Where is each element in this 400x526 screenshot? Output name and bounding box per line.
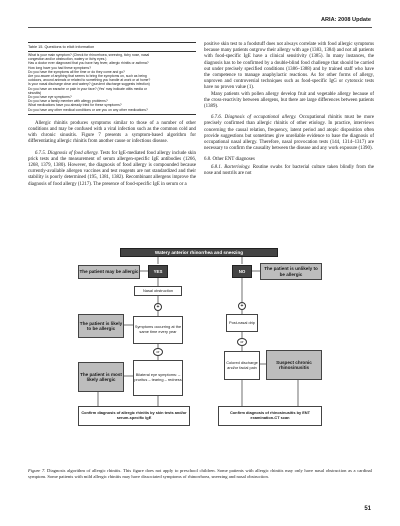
figure-caption	[28, 468, 372, 480]
right-column	[204, 42, 374, 177]
nasal-obstruction-box: Nasal obstruction	[134, 286, 182, 296]
table-row: Do you have eye symptoms?	[28, 95, 72, 100]
yes-box: YES	[148, 265, 168, 278]
paragraph-occupational	[204, 115, 374, 152]
or-circle: or	[153, 348, 163, 356]
table-row: How long have you had these symptoms?	[28, 65, 91, 70]
paragraph: Many patients with pollen allergy develop fruit and vegetable allergy because of the cross-reactivity between allergens, but there are large differences between patients (1389).	[204, 91, 374, 110]
bilateral-eye-symptoms-box: Bilateral eye symptoms: – pruritus – tearing – redness	[133, 360, 183, 396]
table-row: What medications have you already tried for these symptoms?	[28, 103, 122, 108]
likely-allergic-box: The patient is likely to be allergic	[78, 314, 124, 338]
table-row: outdoors, around animals or related to something you handle at work or at home?	[28, 78, 151, 83]
or-circle: or	[237, 338, 247, 346]
section-heading: 6.8. Other ENT diagnoses	[204, 157, 255, 163]
watery-rhinorrhea-box: Watery anterior rhinorrhea and sneezing	[120, 248, 278, 257]
paragraph-bacteriology	[204, 165, 374, 177]
questions-table	[28, 42, 196, 115]
left-column	[28, 42, 196, 188]
page-number: 51	[364, 506, 371, 512]
running-header: ARIA: 2008 Update	[320, 17, 371, 23]
section-heading: 6.7.5. Diagnosis of food allergy.	[35, 150, 99, 156]
table-row: Has a doctor ever diagnosed that you have hay fever, allergic rhinitis or asthma?	[28, 61, 149, 66]
table-row: Do you have a family member with allergy problems?	[28, 99, 108, 104]
table-row: congestion and/or obstruction, watery or itchy eyes.)	[28, 57, 107, 62]
header-rule	[28, 27, 372, 28]
paragraph-text: Routine swabs for bacterial culture taken blindly from the nose and nostrils are not	[204, 164, 374, 176]
paragraph: positive skin test to a foodstuff does not always correlate with food allergic symptoms because many patients outgrow their allergy with age (1383, 1384) and not all patients with food-specific IgE have a clinical sensitivity (1385). In many instances, the diagnosis has to be confirmed by a double-blind food challenge that should be carried out under precisely specified conditions (1386–1388) and by trained staff who have the competence to manage anaphylactic reactions. As for other forms of allergy, unproven and controversial techniques such as food-specific IgG or cytotoxic tests have no proven value (1).	[204, 42, 374, 91]
confirm-allergic-box: Confirm diagnosis of allergic rhinitis by skin tests and/or serum-specific IgE	[78, 406, 190, 426]
most-likely-allergic-box: The patient is most likely allergic	[78, 362, 124, 392]
table-row: What is your main symptom? (Check for rhinorrhoea, sneezing, itchy nose, nasal	[28, 53, 150, 57]
colored-discharge-box: Colored discharge and/or facial pain	[224, 351, 260, 380]
section-heading: 6.8.1. Bacteriology.	[211, 164, 251, 170]
paragraph-text: Occupational rhinitis must be more precisely confirmed than allergic rhinitis of other etiology. In practice, interviews concerning the causal relation, frequency, latent period and atopic disposition often provide suggestions but sometimes give unreliable evidence to base the diagnosis of occupational nasal allergy. Therefore, nasal provocation tests (144, 1314–1317) are necessary to confirm the causality between the disease and any work exposure (1390).	[204, 115, 374, 152]
table-row: Do you have the symptoms all the time or do they come and go?	[28, 69, 125, 74]
plus-circle: +	[154, 303, 162, 311]
no-box: NO	[232, 265, 252, 278]
table-row: sinusitis)	[28, 90, 42, 95]
suspect-rhinosinusitis-box: Suspect chronic rhinosinusitis	[266, 350, 322, 380]
paragraph-text: Tests for IgE-mediated food allergy include skin prick tests and the measurement of serum allergen-specific IgE antibodies (1266, 1268, 1379, 1380). However, the diagnosis of food allergy is compounded because currently-available allergen vaccines and test reagents are not standardized and their stability is poorly determined (195, 1381, 1382). Recombinant allergens improve the diagnosis of food allergy (1217). The presence of food-specific IgE in serum or a	[28, 150, 197, 187]
plus-circle: +	[238, 302, 246, 310]
table-row: Do you have any other medical conditions or are you on any other medications?	[28, 107, 148, 112]
table-caption: Table 15. Questions to elicit information	[28, 44, 196, 52]
confirm-rhinosinusitis-box: Confirm diagnosis of rhinosinusitis by ENT examination-CT scan	[218, 406, 322, 426]
unlikely-allergic-box: The patient is unlikely to be allergic	[260, 263, 322, 280]
post-nasal-drip-box: Post-nasal drip	[226, 314, 258, 332]
diagnosis-flowchart	[28, 248, 372, 462]
paragraph: Allergic rhinitis produces symptoms similar to those of a number of other conditions and may be confused with a viral infection such as the common cold and with chronic sinusitis. Figure 7 presents a symptom-based algorithm for differentiating allergic rhinitis from another cause or infectious disease.	[28, 120, 196, 145]
table-row: Are you aware of anything that seems to bring the symptoms on, such as being	[28, 74, 147, 79]
section-heading: 6.7.6. Diagnosis of occupational allergy.	[211, 115, 297, 121]
paragraph-food-allergy	[28, 151, 196, 188]
symptoms-yearly-box: Symptoms occurring at the same time every year	[133, 316, 183, 344]
table-row: Is your nasal discharge clear and watery? (purulent discharge suggests infection)	[28, 82, 150, 87]
table-row: Do you have an earache or pain in your face? (Yes' may indicate otitis media or	[28, 86, 147, 91]
figure-label: Figure 7.	[28, 468, 46, 473]
figure-caption-text: Diagnosis algorithm of allergic rhinitis. This figure does not apply to preschool children. Some patients with allergic rhinitis may only have nasal obstruction as a cardinal symptom. Some patients with mild allergic rhinitis may have dissociated symptoms of rhinorrhoea, sneezing and nasal obstruction.	[28, 468, 372, 479]
may-be-allergic-box: The patient may be allergic	[78, 265, 140, 279]
